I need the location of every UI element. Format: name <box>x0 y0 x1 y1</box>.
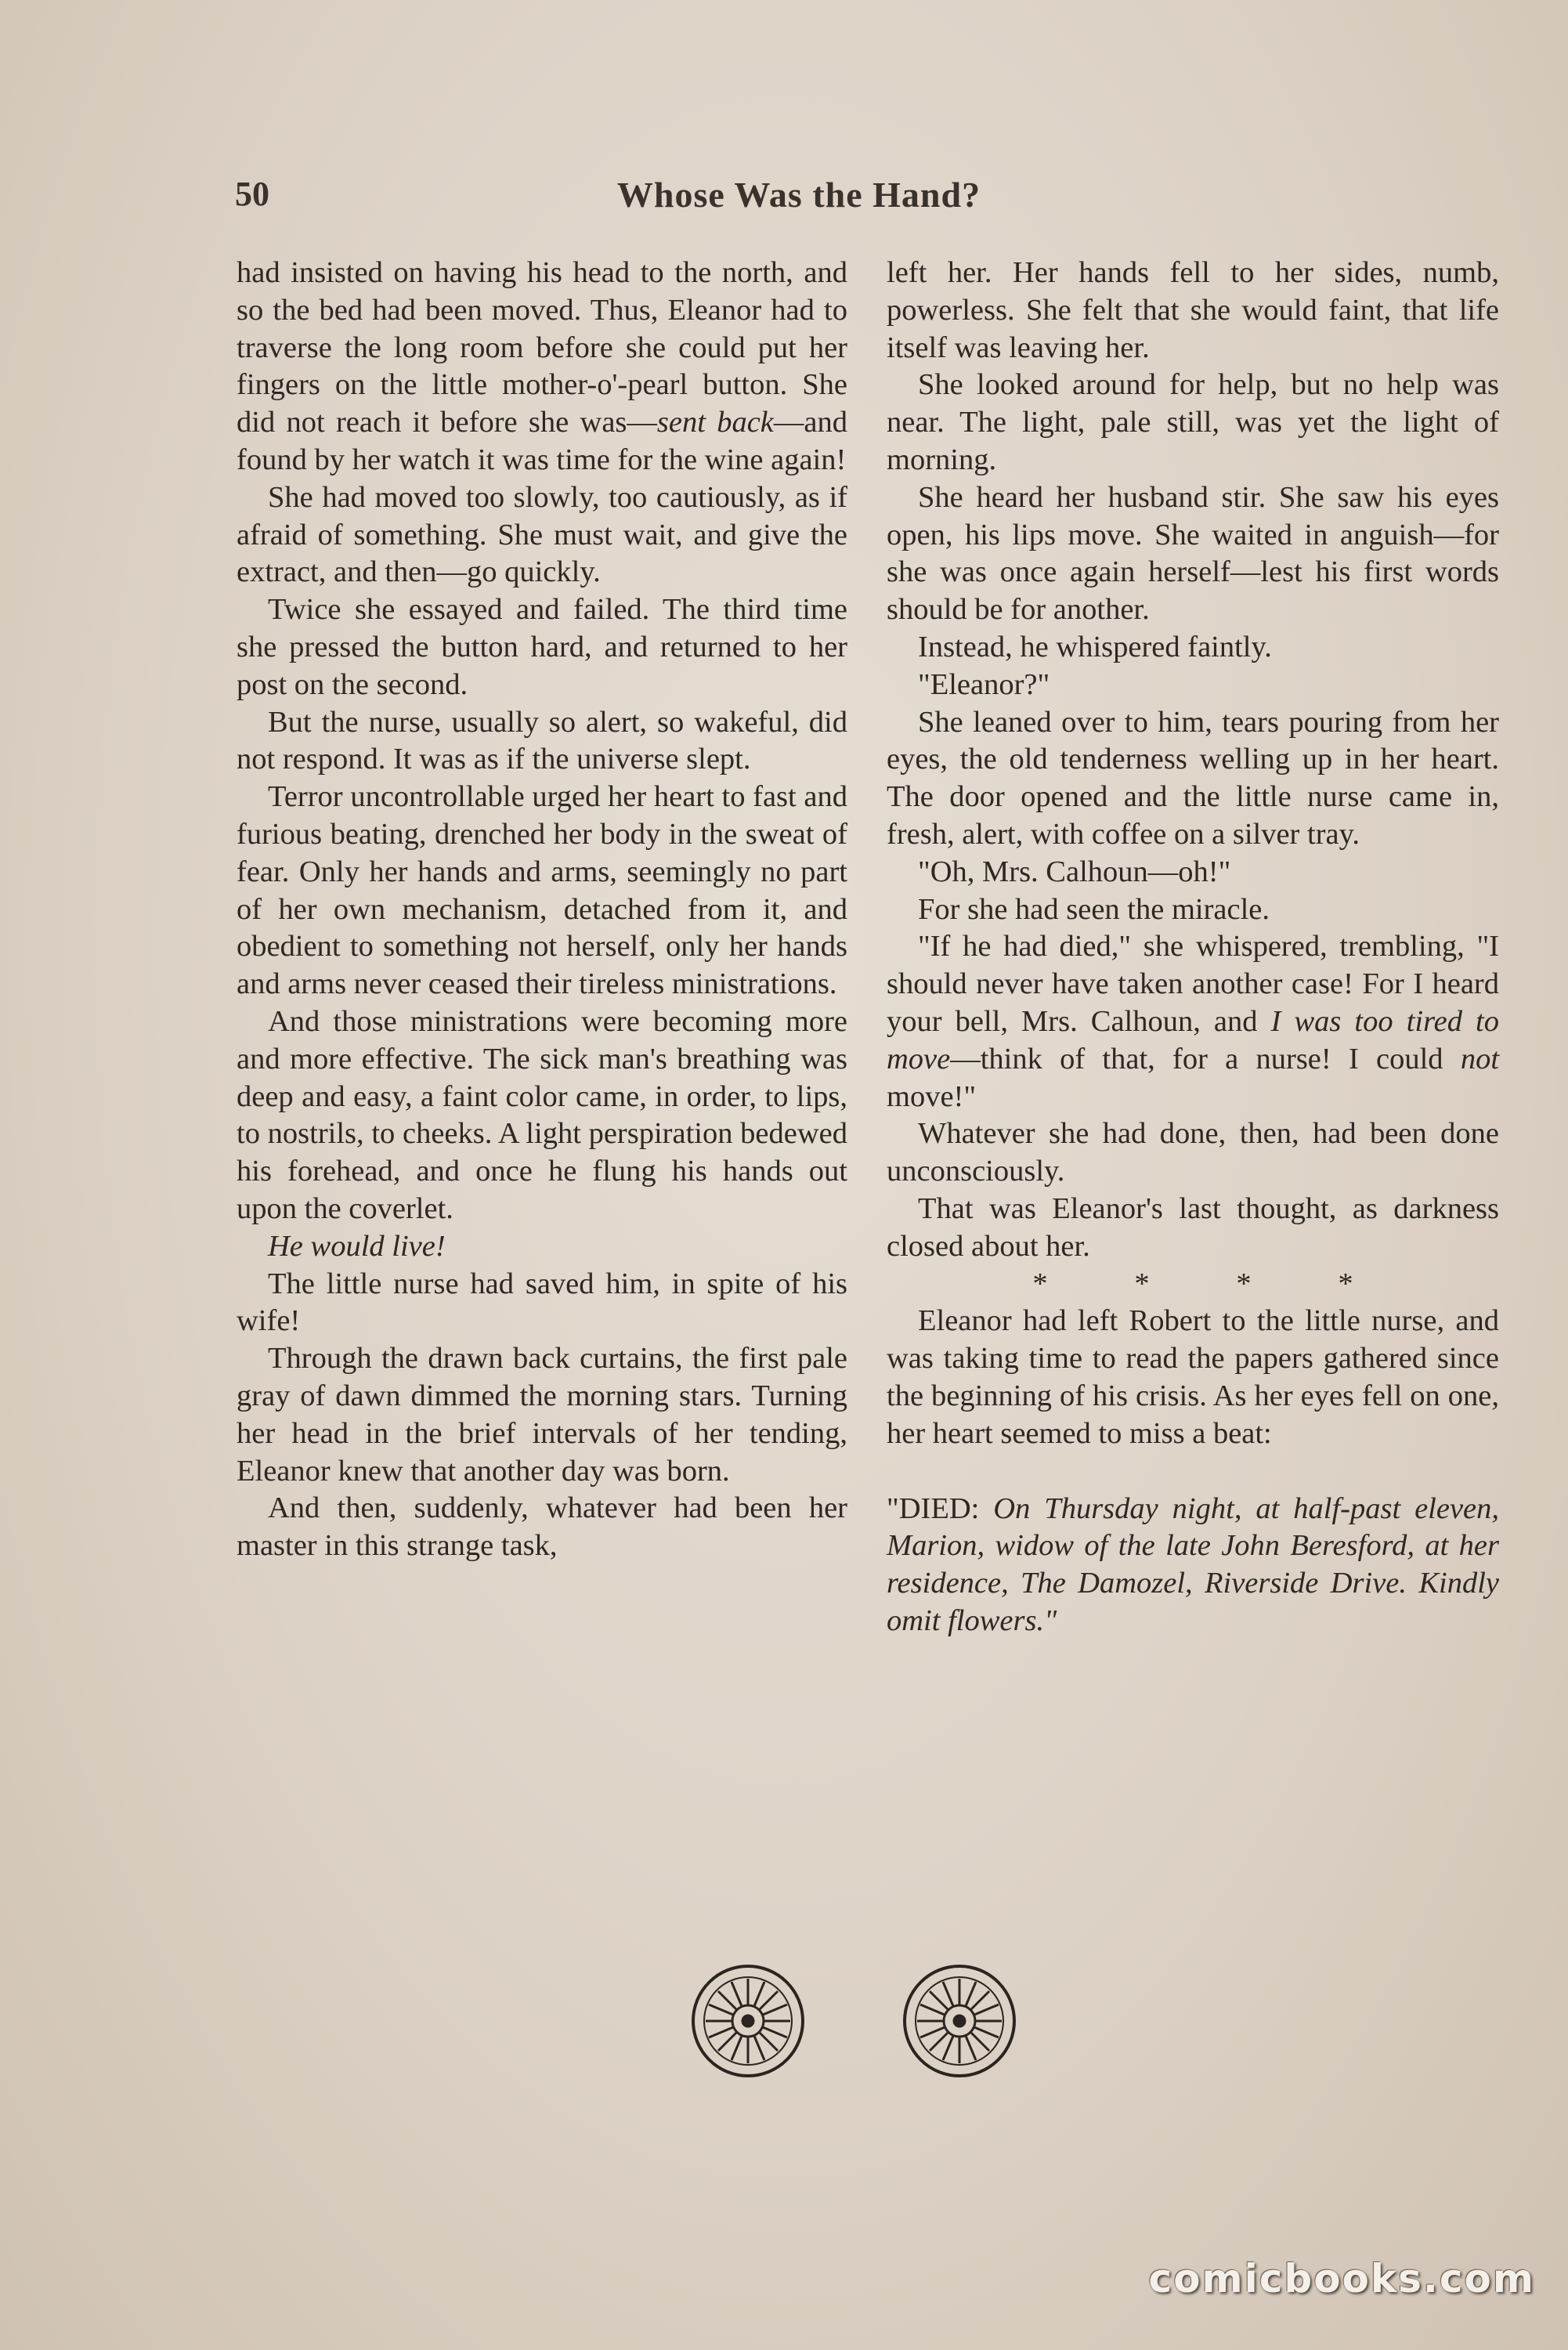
paragraph: Terror uncontrollable urged her heart to fast and furious beating, drenched her body in the sweat of fear. Only her hands and arms, seemingly no part of her own mechanism, detached from it, and obedient to something not herself, only her hands and arms never ceased their tireless ministrations. <box>237 780 847 1001</box>
text-run: had insisted on having his head to the north, and so the bed had been moved. Thus, Eleanor had to traverse the long room before she could put her fingers on the little mother-o'-pearl button. She did not reach it before she was <box>237 256 847 439</box>
watermark: comicbooks.com <box>1148 2256 1535 2301</box>
section-break <box>887 1266 1499 1303</box>
ornaments <box>689 1962 1034 2072</box>
paragraph: She looked around for help, but no help was near. The light, pale still, was yet the light of morning. <box>887 368 1499 476</box>
italic-run: sent back <box>656 406 774 439</box>
rosette-ornament-icon <box>901 1962 1018 2080</box>
paragraph: And then, suddenly, whatever had been her master in this strange task, <box>237 1491 847 1563</box>
asterisk: * <box>1032 1267 1048 1300</box>
asterisk: * <box>1134 1267 1150 1300</box>
rosette-ornament-icon <box>689 1962 807 2080</box>
text-run: move!" <box>887 1079 977 1113</box>
italic-run: On Thursday night, at half-past eleven, Marion, widow of the late John Beresford, at her residence, The Damozel, Riverside Drive. Kindly omit flowers." <box>887 1491 1499 1637</box>
paragraph: Through the drawn back curtains, the first pale gray of dawn dimmed the morning stars. Turning her head in the brief intervals of her tending, Eleanor knew that another day was born. <box>237 1342 847 1488</box>
paragraph: Eleanor had left Robert to the little nurse, and was taking time to read the papers gathered since the beginning of his crisis. As her eyes fell on one, her heart seemed to miss a beat: <box>887 1304 1499 1450</box>
paragraph: And those ministrations were becoming more and more effective. The sick man's breathing was deep and easy, a faint color came, in order, to lips, to nostrils, to cheeks. A light perspiration bedewed his forehead, and once he flung his hands out upon the coverlet. <box>237 1004 847 1225</box>
paragraph: Instead, he whispered faintly. <box>918 630 1272 663</box>
paragraph: had insisted on having his head to the north, and so the bed had been moved. Thus, Eleanor had to traverse the long room before she could put her fingers on the little mother-o'-pearl button. She did not reach it before she was—sent back—and found by her watch it was time for the wine again! <box>237 256 847 476</box>
italic-run: not <box>1460 1042 1500 1076</box>
paragraph: For she had seen the miracle. <box>918 892 1270 926</box>
paragraph: The little nurse had saved him, in spite of his wife! <box>237 1267 847 1338</box>
paragraph: She had moved too slowly, too cautiously, as if afraid of something. She must wait, and give the extract, and then—go quickly. <box>237 480 847 589</box>
paragraph: But the nurse, usually so alert, so wakeful, did not respond. It was as if the universe slept. <box>237 705 847 776</box>
paragraph: "Oh, Mrs. Calhoun—oh!" <box>918 855 1231 888</box>
asterisk: * <box>1338 1267 1353 1300</box>
italic-run: I was too tired to move <box>887 1004 1499 1076</box>
paragraph: She leaned over to him, tears pouring from her eyes, the old tenderness welling up in her heart. The door opened and the little nurse came in, fresh, alert, with coffee on a silver tray. <box>887 705 1499 851</box>
text-run: and found by her watch it was time for the wine again! <box>237 406 847 476</box>
death-notice <box>887 1491 1499 1640</box>
text-run: —think of that, for a nurse! I could <box>950 1042 1443 1076</box>
paragraph: Whatever she had done, then, had been done unconsciously. <box>887 1117 1499 1188</box>
text-run: "DIED: <box>887 1491 980 1525</box>
page-number: 50 <box>235 175 269 213</box>
paragraph <box>887 928 1499 1115</box>
text-run: "If he had died," she whispered, trembling, "I should never have taken another case! For I heard your bell, Mrs. Calhoun, and <box>887 930 1499 1038</box>
paragraph: That was Eleanor's last thought, as darkness closed about her. <box>887 1191 1499 1263</box>
paragraph: left her. Her hands fell to her sides, numb, powerless. She felt that she would faint, that life itself was leaving her. <box>887 256 1499 364</box>
asterisk: * <box>1236 1267 1252 1300</box>
paragraph: "Eleanor?" <box>918 667 1050 701</box>
running-head <box>235 174 1363 229</box>
running-title: Whose Was the Hand? <box>616 175 981 215</box>
right-column <box>887 255 1499 1640</box>
paragraph: She heard her husband stir. She saw his eyes open, his lips move. She waited in anguish—for she was once again herself—lest his first words should be for another. <box>887 480 1499 627</box>
paragraph: He would live! <box>268 1229 446 1263</box>
paragraph: Twice she essayed and failed. The third time she pressed the button hard, and returned to her post on the second. <box>237 593 847 701</box>
left-column <box>237 255 847 1565</box>
